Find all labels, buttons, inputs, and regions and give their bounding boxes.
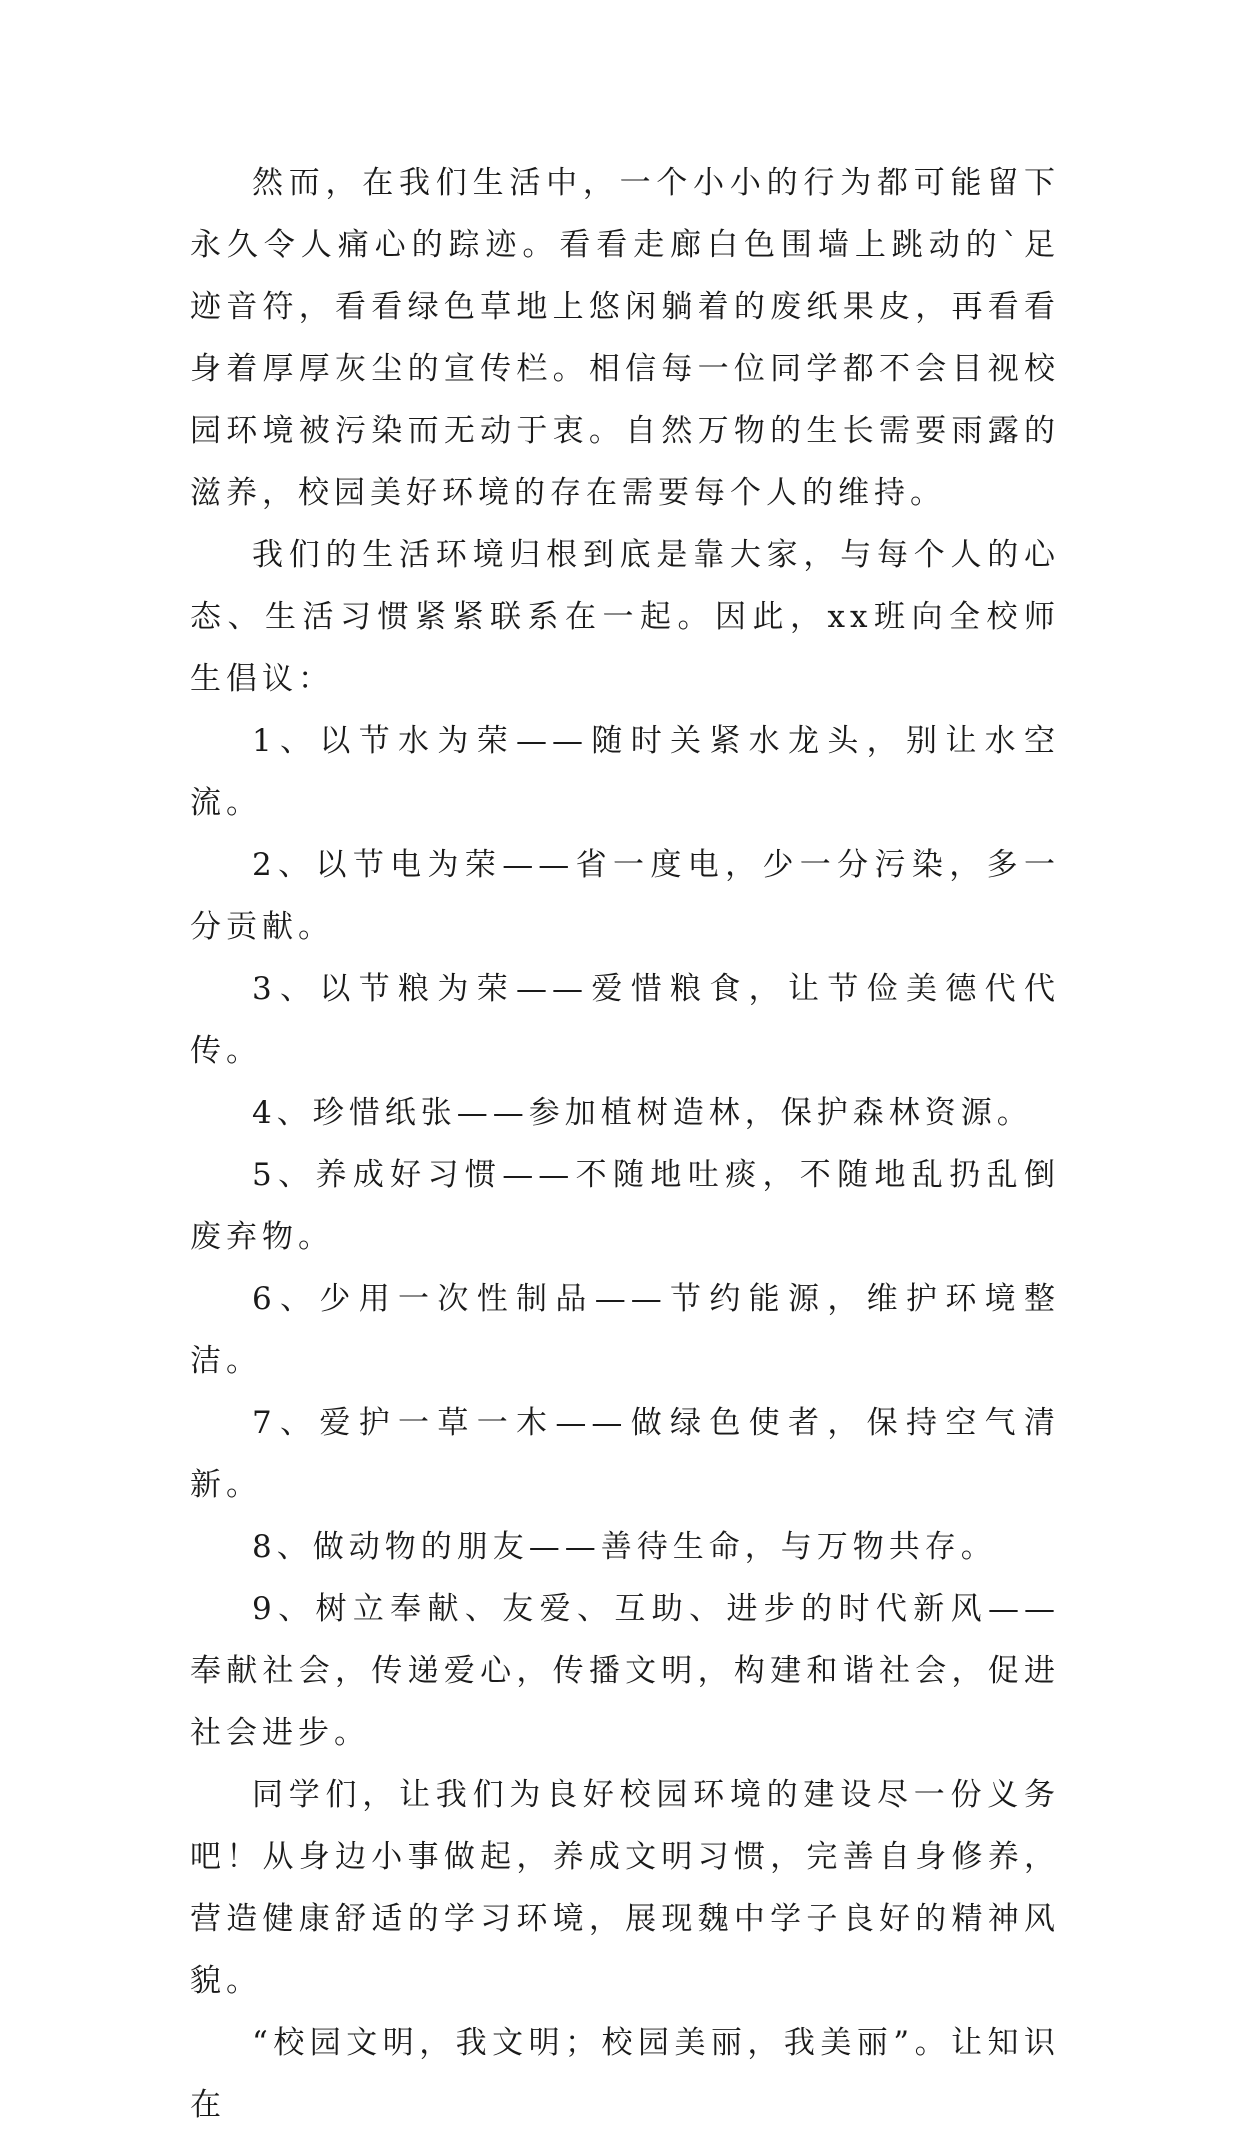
- list-item-new-ethos: 9、树立奉献、友爱、互助、进步的时代新风——奉献社会，传递爱心，传播文明，构建和谐社会，促进社会进步。: [190, 1591, 1060, 1751]
- list-item-save-water: 1、以节水为荣——随时关紧水龙头，别让水空流。: [190, 723, 1060, 821]
- paragraph-pollution-traces: 然而，在我们生活中，一个小小的行为都可能留下永久令人痛心的踪迹。看看走廊白色围墙上跳动的`足迹音符，看看绿色草地上悠闲躺着的废纸果皮，再看看身着厚厚灰尘的宣传栏。相信每一位同学都不会目视校园环境被污染而无动于衷。自然万物的生长需要雨露的滋养，校园美好环境的存在需要每个人的维持。: [190, 165, 1060, 511]
- list-item-less-disposables: 6、少用一次性制品——节约能源，维护环境整洁。: [190, 1281, 1060, 1379]
- list-item-save-food: 3、以节粮为荣——爱惜粮食，让节俭美德代代传。: [190, 971, 1060, 1069]
- list-item-good-habits: 5、养成好习惯——不随地吐痰，不随地乱扔乱倒废弃物。: [190, 1157, 1060, 1255]
- document-body: [190, 152, 1060, 2136]
- paragraph-call-to-action: 同学们，让我们为良好校园环境的建设尽一份义务吧！从身边小事做起，养成文明习惯，完善自身修养，营造健康舒适的学习环境，展现魏中学子良好的精神风貌。: [190, 1777, 1060, 1999]
- list-item-befriend-animals: 8、做动物的朋友——善待生命，与万物共存。: [252, 1529, 997, 1565]
- list-item-protect-plants: 7、爱护一草一木——做绿色使者，保持空气清新。: [190, 1405, 1060, 1503]
- paragraph-initiative-intro: 我们的生活环境归根到底是靠大家，与每个人的心态、生活习惯紧紧联系在一起。因此，xx班向全校师生倡议：: [190, 537, 1060, 697]
- paragraph-slogan: “校园文明，我文明；校园美丽，我美丽”。让知识在: [190, 2025, 1060, 2123]
- list-item-save-electricity: 2、以节电为荣——省一度电，少一分污染，多一分贡献。: [190, 847, 1060, 945]
- list-item-save-paper: 4、珍惜纸张——参加植树造林，保护森林资源。: [252, 1095, 1033, 1131]
